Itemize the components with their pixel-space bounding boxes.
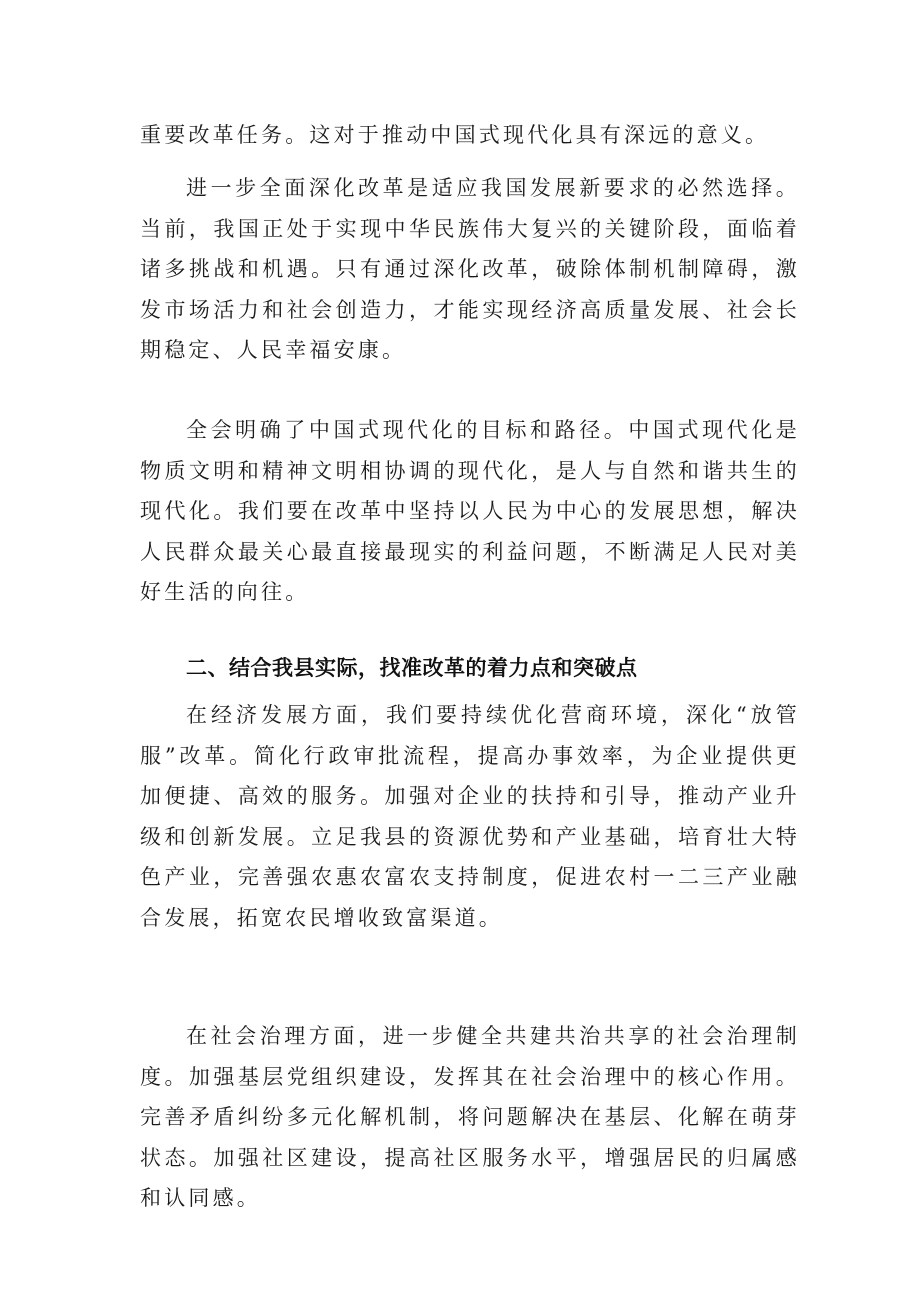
paragraph-reform-necessity: 进一步全面深化改革是适应我国发展新要求的必然选择。当前，我国正处于实现中华民族伟大复兴的关键阶段，面临着诸多挑战和机遇。只有通过深化改革，破除体制机制障碍，激发市场活力和社会创造力，才能实现经济高质量发展、社会长期稳定、人民幸福安康。 bbox=[140, 176, 800, 362]
section-heading: 二、结合我县实际，找准改革的着力点和突破点 bbox=[186, 656, 638, 680]
paragraph-economic-development: 在经济发展方面，我们要持续优化营商环境，深化“放管服”改革。简化行政审批流程，提高办事效率，为企业提供更加便捷、高效的服务。加强对企业的扶持和引导，推动产业升级和创新发展。立足我县的资源优势和产业基础，培育壮大特色产业，完善强农惠农富农支持制度，促进农村一二三产业融合发展，拓宽农民增收致富渠道。 bbox=[140, 703, 800, 930]
paragraph-modernization-goals: 全会明确了中国式现代化的目标和路径。中国式现代化是物质文明和精神文明相协调的现代化，是人与自然和谐共生的现代化。我们要在改革中坚持以人民为中心的发展思想，解决人民群众最关心最直接最现实的利益问题，不断满足人民对美好生活的向往。 bbox=[140, 418, 800, 604]
paragraph-social-governance: 在社会治理方面，进一步健全共建共治共享的社会治理制度。加强基层党组织建设，发挥其在社会治理中的核心作用。完善矛盾纠纷多元化解机制，将问题解决在基层、化解在萌芽状态。加强社区建设，提高社区服务水平，增强居民的归属感和认同感。 bbox=[140, 1024, 800, 1210]
paragraph-continuation: 重要改革任务。这对于推动中国式现代化具有深远的意义。 bbox=[140, 123, 770, 147]
